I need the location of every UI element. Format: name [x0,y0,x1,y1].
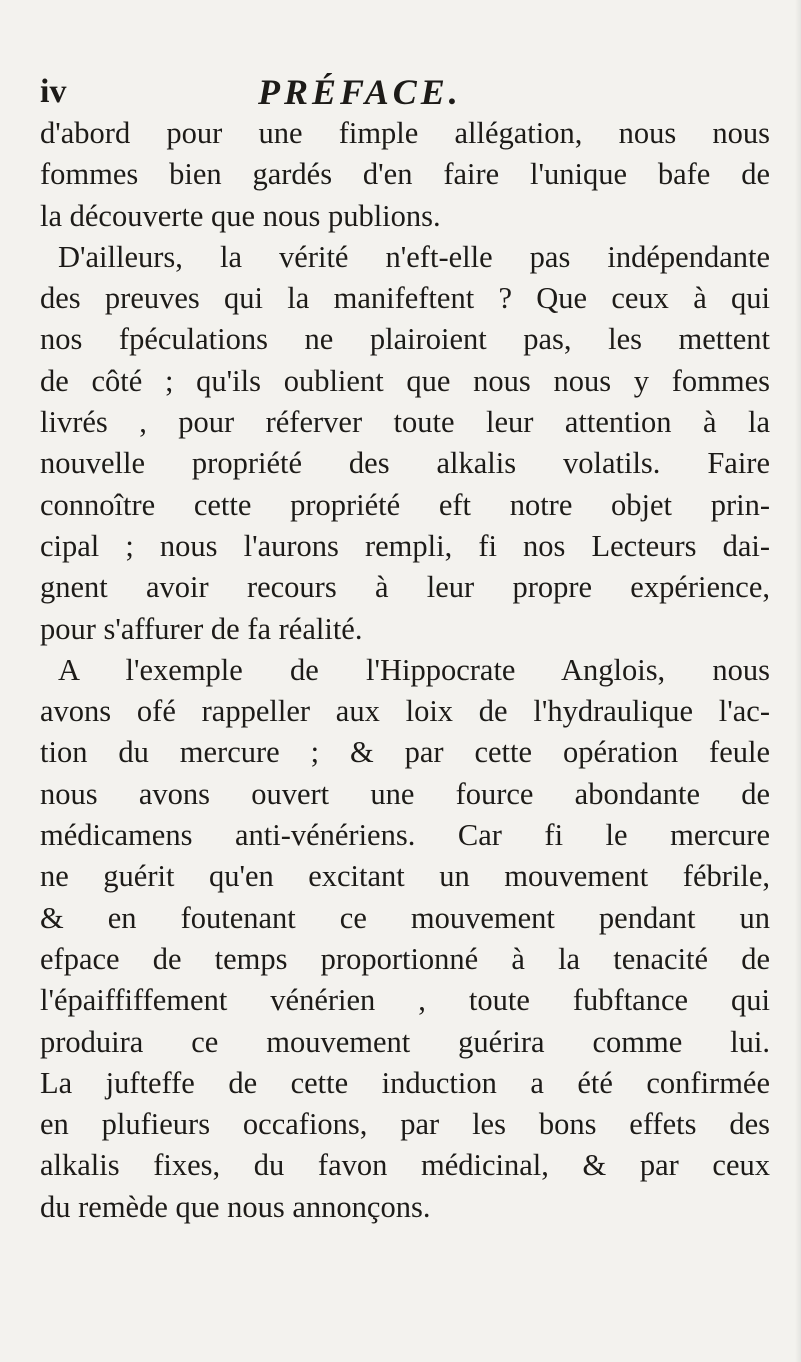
text-line: du remède que nous annonçons. [40,1189,431,1224]
text-line: avons ofé rappeller aux loix de l'hydraulique l'ac- [40,694,770,729]
text-line: en plufieurs occafions, par les bons effets des [40,1107,770,1142]
page-number: iv [40,73,67,110]
text-line: D'ailleurs, la vérité n'eft-elle pas indépendante [58,239,770,274]
text-line: efpace de temps proportionné à la tenacité de [40,941,770,976]
text-line: connoître cette propriété eft notre objet prin- [40,487,770,522]
text-line: nouvelle propriété des alkalis volatils. Faire [40,446,770,481]
running-head [40,72,760,112]
text-line: & en foutenant ce mouvement pendant un [40,900,770,935]
text-line: produira ce mouvement guérira comme lui. [40,1024,770,1059]
text-line: l'épaiffiffement vénérien , toute fubftance qui [40,983,770,1018]
text-line: cipal ; nous l'aurons rempli, fi nos Lecteurs dai- [40,528,770,563]
text-line: nous avons ouvert une fource abondante de [40,776,770,811]
page-edge-shadow [795,0,801,1362]
text-line: A l'exemple de l'Hippocrate Anglois, nous [58,652,770,687]
text-line: des preuves qui la manifeftent ? Que ceux à qui [40,281,770,316]
text-line: d'abord pour une fimple allégation, nous nous [40,116,770,150]
text-line: médicamens anti-vénériens. Car fi le mercure [40,818,770,853]
body-text [40,113,770,1228]
text-line: ne guérit qu'en excitant un mouvement fébrile, [40,859,770,894]
text-line: tion du mercure ; & par cette opération feule [40,735,770,770]
text-line: livrés , pour réferver toute leur attention à la [40,405,770,440]
text-line: pour s'affurer de fa réalité. [40,611,363,646]
page-title: PRÉFACE. [258,72,462,112]
text-line: la découverte que nous publions. [40,198,441,233]
text-line: La jufteffe de cette induction a été confirmée [40,1065,770,1100]
text-line: alkalis fixes, du favon médicinal, & par ceux [40,1148,770,1183]
text-line: fommes bien gardés d'en faire l'unique bafe de [40,157,770,192]
text-line: gnent avoir recours à leur propre expérience, [40,570,770,605]
text-line: de côté ; qu'ils oublient que nous nous y fommes [40,363,770,398]
text-line: nos fpéculations ne plairoient pas, les mettent [40,322,770,357]
